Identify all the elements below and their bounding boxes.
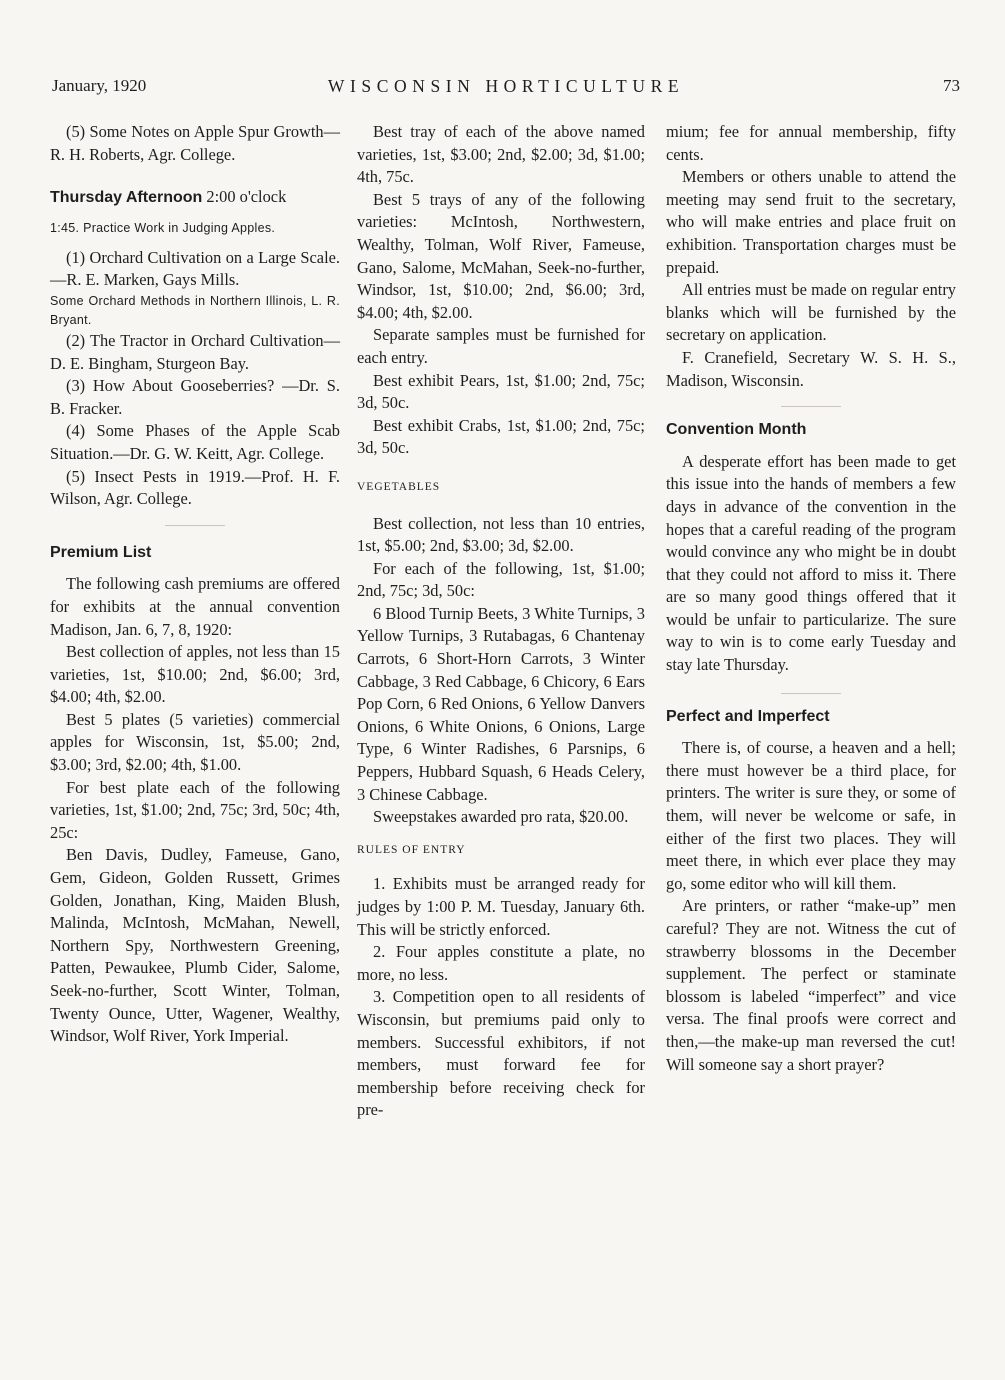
paragraph: All entries must be made on regular entry blanks which will be furnished by the secretary on application. xyxy=(666,280,956,345)
paragraph: Best exhibit Crabs, 1st, $1.00; 2nd, 75c; 3d, 50c. xyxy=(357,415,645,458)
paragraph: Are printers, or rather “make-up” men careful? They are not. Witness the cut of strawberry blossoms in the December supplement. The perfect or staminate blossom is labeled “imperfect” and vice versa. The final proofs were correct and then,—the make-up man reversed the cut! Will someone say a short prayer? xyxy=(666,896,956,1074)
issue-date: January, 1920 xyxy=(52,76,147,95)
paragraph: Members or others unable to attend the meeting may send fruit to the secretary, who will make entries and place fruit on exhibition. Transportation charges must be prepaid. xyxy=(666,167,956,277)
program-item: (3) How About Gooseberries? —Dr. S. B. Fracker. xyxy=(50,376,340,418)
paragraph: Best 5 plates (5 varieties) commercial apples for Wisconsin, 1st, $5.00; 2nd, $3.00; 3rd, $2.00; 4th, $1.00. xyxy=(50,709,340,775)
paragraph: For best plate each of the following varieties, 1st, $1.00; 2nd, 75c; 3rd, 50c; 4th, 25c: xyxy=(50,777,340,842)
rule-item: 2. Four apples constitute a plate, no more, no less. xyxy=(357,942,645,984)
paragraph: A desperate effort has been made to get this issue into the hands of members a few days in advance of the convention in the hopes that a careful reading of the program would convince any who might be in doubt that they could not afford to miss it. There are so many good things offered that it would be unfair to particularize. The sure way to win is to come early Tuesday and stay late Thursday. xyxy=(666,451,956,675)
journal-title: WISCONSIN HORTICULTURE xyxy=(327,76,685,96)
column-1 xyxy=(50,121,340,1048)
paragraph: Sweepstakes awarded pro rata, $20.00. xyxy=(373,807,629,827)
paragraph: Ben Davis, Dudley, Fameuse, Gano, Gem, Gideon, Golden Russett, Grimes Golden, Jonathan, King, Maiden Blush, Malinda, McIntosh, McMahan, Newell, Northern Spy, Northwestern Greening, Patten, Pewaukee, Plumb Cider, Salome, Seek-no-further, Scott Winter, Tolman, Twenty Ounce, Utter, Wagener, Wealthy, Windsor, Wolf River, York Imperial. xyxy=(50,845,340,1046)
paragraph: mium; fee for annual membership, fifty cents. xyxy=(666,122,956,164)
paragraph: Best tray of each of the above named varieties, 1st, $3.00; 2nd, $2.00; 3d, $1.00; 4th, 75c. xyxy=(357,122,645,187)
program-note: 1:45. Practice Work in Judging Apples. xyxy=(50,220,276,235)
section-divider xyxy=(781,406,841,407)
paragraph: Best exhibit Pears, 1st, $1.00; 2nd, 75c; 3d, 50c. xyxy=(357,370,645,413)
section-divider xyxy=(165,525,225,526)
paragraph: For each of the following, 1st, $1.00; 2nd, 75c; 3d, 50c: xyxy=(357,558,645,601)
vegetables-heading: VEGETABLES xyxy=(357,480,441,493)
perfect-imperfect-heading: Perfect and Imperfect xyxy=(666,707,830,725)
session-day: Thursday Afternoon xyxy=(50,189,203,207)
column-3 xyxy=(666,121,956,1076)
paragraph: Separate samples must be furnished for each entry. xyxy=(357,325,645,367)
convention-month-heading: Convention Month xyxy=(666,421,807,439)
rules-heading: RULES OF ENTRY xyxy=(357,843,466,856)
rule-item: 1. Exhibits must be arranged ready for judges by 1:00 P. M. Tuesday, January 6th. This will be strictly enforced. xyxy=(357,874,645,939)
running-header xyxy=(52,76,960,100)
paragraph: The following cash premiums are offered for exhibits at the annual convention Madison, Jan. 6, 7, 8, 1920: xyxy=(50,574,340,639)
session-heading xyxy=(50,186,340,210)
program-note: Some Orchard Methods in Northern Illinois, L. R. Bryant. xyxy=(50,293,340,327)
paragraph: There is, of course, a heaven and a hell; there must however be a third place, for printers. The writer is sure they, or some of them, will never be welcome or safe, in either of the first two places. They will meet there, in which ever place they may go, some editor who will kill them. xyxy=(666,738,956,893)
signature-line: F. Cranefield, Secretary W. S. H. S., Madison, Wisconsin. xyxy=(666,347,956,390)
paragraph: Best 5 trays of any of the following varieties: McIntosh, Northwestern, Wealthy, Tolman, Wolf River, Fameuse, Gano, Salome, McMahan, Seek-no-further, Windsor, 1st, $10.00; 2nd, $6.00; 3rd, $4.00; 4th, $2.00. xyxy=(357,189,645,322)
section-divider xyxy=(781,693,841,694)
program-item: (4) Some Phases of the Apple Scab Situation.—Dr. G. W. Keitt, Agr. College. xyxy=(50,421,340,463)
paragraph: Best collection, not less than 10 entries, 1st, $5.00; 2nd, $3.00; 3d, $2.00. xyxy=(357,513,645,556)
session-time: 2:00 o'clock xyxy=(202,187,287,207)
page-number: 73 xyxy=(943,76,960,95)
program-item: (1) Orchard Cultivation on a Large Scale.—R. E. Marken, Gays Mills. xyxy=(50,247,340,290)
rule-item: 3. Competition open to all residents of Wisconsin, but premiums paid only to members. Successful exhibitors, if not members, must forward fee for membership before receiving check for pre- xyxy=(357,987,645,1120)
program-item: (5) Some Notes on Apple Spur Growth—R. H. Roberts, Agr. College. xyxy=(50,122,340,164)
column-2 xyxy=(357,121,645,1122)
program-item: (2) The Tractor in Orchard Cultivation—D. E. Bingham, Sturgeon Bay. xyxy=(50,330,340,373)
paragraph: Best collection of apples, not less than 15 varieties, 1st, $10.00; 2nd, $6.00; 3rd, $4.00; 4th, $2.00. xyxy=(50,642,340,707)
premium-list-heading: Premium List xyxy=(50,543,152,561)
program-item: (5) Insect Pests in 1919.—Prof. H. F. Wilson, Agr. College. xyxy=(50,466,340,509)
paragraph: 6 Blood Turnip Beets, 3 White Turnips, 3 Yellow Turnips, 3 Rutabagas, 6 Chantenay Carrots, 6 Short-Horn Carrots, 3 Winter Cabbage, 3 Red Cabbage, 6 Chicory, 6 Ears Pop Corn, 6 Red Onions, 6 Yellow Danvers Onions, 6 White Onions, 6 Onions, Large Type, 6 Winter Radishes, 6 Parsnips, 6 Peppers, Hubbard Squash, 6 Heads Celery, 3 Chinese Cabbage. xyxy=(357,603,645,804)
